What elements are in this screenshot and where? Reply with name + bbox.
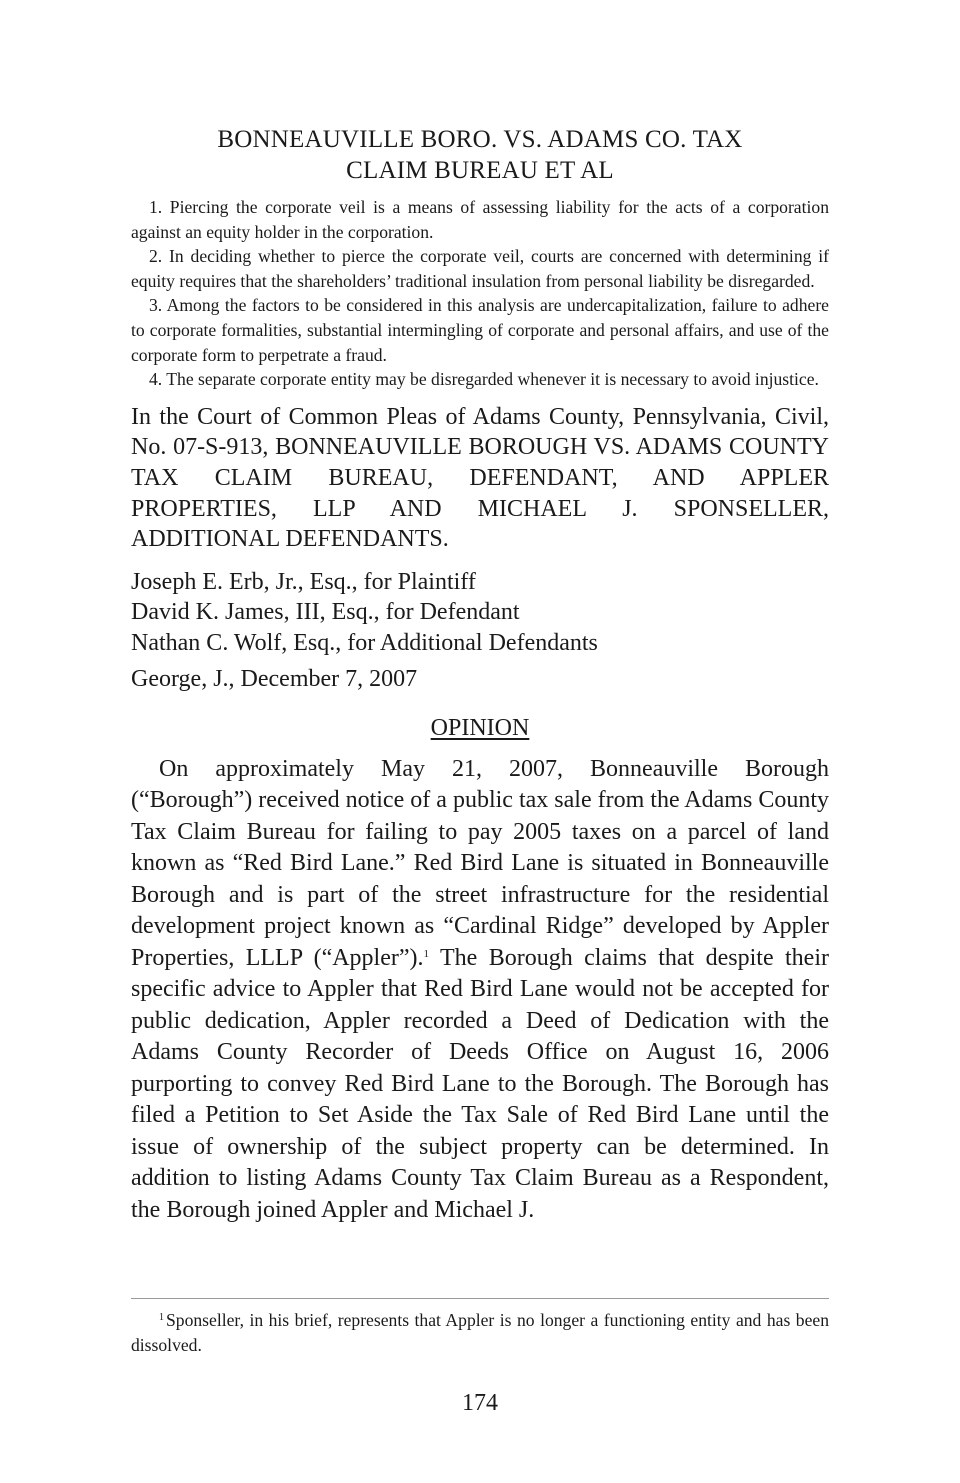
footnote-reference[interactable]: 1 [423,947,430,960]
footnote-marker: 1 [159,1312,164,1323]
page-number: 174 [462,1390,498,1416]
headnotes [131,195,829,392]
counsel-plaintiff: Joseph E. Erb, Jr., Esq., for Plaintiff [131,568,476,595]
case-title-line-1: BONNEAUVILLE BORO. VS. ADAMS CO. TAX [217,126,743,153]
opinion-text-part-2: The Borough claims that despite their specific advice to Appler that Red Bird Lane would not be accepted for public dedication, Appler recorded a Deed of Dedication with the Adams County Recorder of Deeds Office on August 16, 2006 purporting to convey Red Bird Lane to the Borough. The Borough has filed a Petition to Set Aside the Tax Sale of Red Bird Lane until the issue of ownership of the subject property can be determined. In addition to listing Adams County Tax Claim Bureau as a Respondent, the Borough joined Appler and Michael J. [131,944,829,1223]
case-title [131,124,829,186]
counsel-additional-defendants: Nathan C. Wolf, Esq., for Additional Defendants [131,629,598,656]
opinion-text-part-1: On approximately May 21, 2007, Bonneauville Borough (“Borough”) received notice of a public tax sale from the Adams County Tax Claim Bureau for failing to pay 2005 taxes on a parcel of land known as “Red Bird Lane.” Red Bird Lane is situated in Bonneauville Borough and is part of the street infrastructure for the residential development project known as “Cardinal Ridge” developed by Appler Properties, LLLP (“Appler”). [131,755,829,971]
footnote-text: Sponseller, in his brief, represents that Appler is no longer a functioning entity and has been dissolved. [131,1310,829,1355]
counsel-defendant: David K. James, III, Esq., for Defendant [131,599,520,626]
headnote-3: 3. Among the factors to be considered in this analysis are undercapitalization, failure to adhere to corporate formalities, substantial intermingling of corporate and personal affairs, and use of the corporate form to perpetrate a fraud. [131,295,829,365]
opinion-heading: OPINION [430,714,530,741]
headnote-4: 4. The separate corporate entity may be disregarded whenever it is necessary to avoid injustice. [149,369,819,390]
case-caption: In the Court of Common Pleas of Adams County, Pennsylvania, Civil, No. 07-S-913, BONNEAUVILLE BOROUGH VS. ADAMS COUNTY TAX CLAIM BUREAU, DEFENDANT, AND APPLER PROPERTIES, LLP AND MICHAEL J. SPONSELLER, ADDITIONAL DEFENDANTS. [131,403,829,553]
case-title-line-2: CLAIM BUREAU ET AL [346,157,614,184]
page-content [131,124,829,1250]
judge-date-line: George, J., December 7, 2007 [131,665,418,692]
headnote-1: 1. Piercing the corporate veil is a means of assessing liability for the acts of a corporation against an equity holder in the corporation. [131,197,829,242]
footnote-divider [131,1298,829,1299]
counsel-list [131,567,829,659]
footnote-1 [131,1308,829,1357]
opinion-paragraph [131,754,829,1227]
headnote-2: 2. In deciding whether to pierce the corporate veil, courts are concerned with determining if equity requires that the shareholders’ traditional insulation from personal liability be disregarded. [131,246,829,291]
